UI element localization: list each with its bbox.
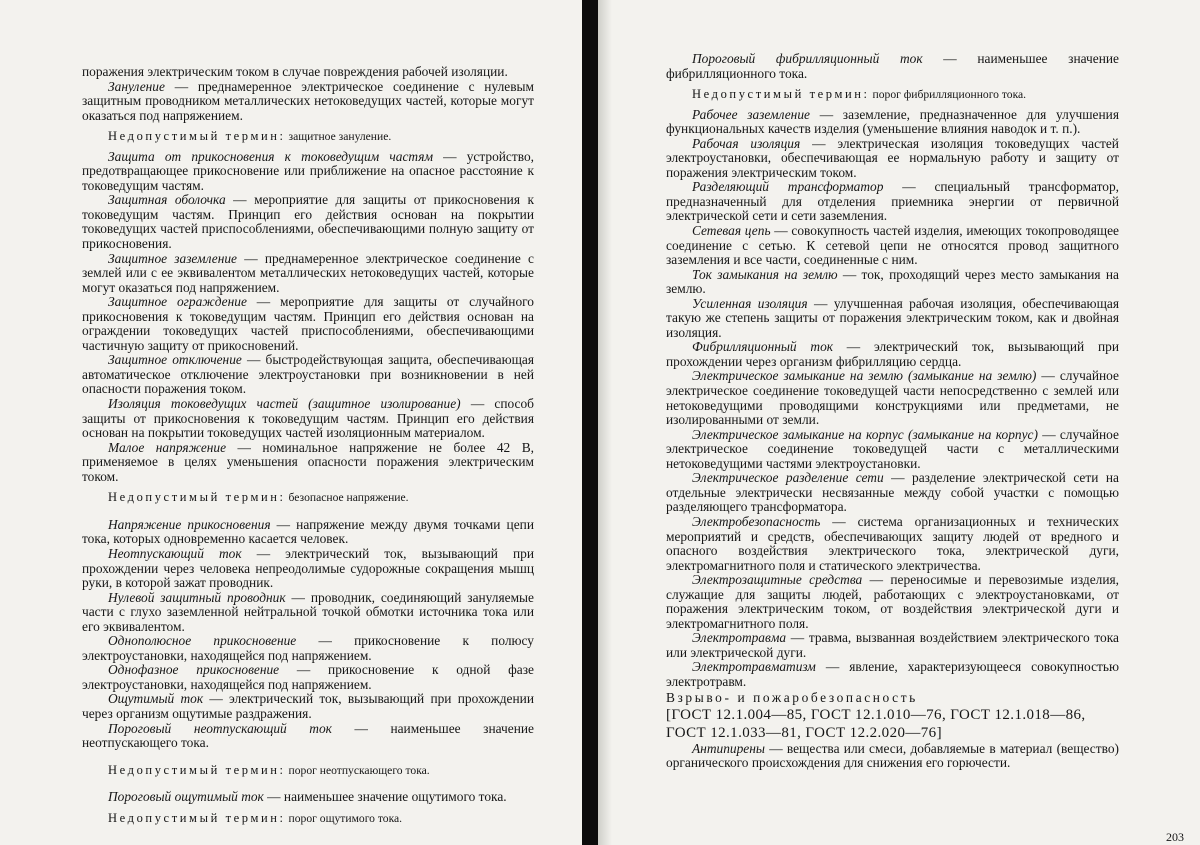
definition-text: — наименьшее значение неотпускающего тока.: [82, 720, 534, 751]
definition-paragraph: [666, 369, 1119, 427]
banned-term-note: [666, 87, 1119, 103]
definition-paragraph: [666, 108, 1119, 137]
definition-paragraph: [666, 297, 1119, 341]
page-number: 203: [1166, 830, 1184, 844]
definition-paragraph: [666, 224, 1119, 268]
definition-term: Однофазное прикосновение: [108, 662, 280, 678]
definition-term: Сетевая цепь: [692, 223, 771, 239]
definition-paragraph: [82, 518, 534, 547]
left-column: [82, 65, 534, 831]
definition-term: Антипирены: [692, 740, 765, 756]
definition-paragraph: [82, 193, 534, 251]
definition-text: поражения электрическим током в случае повреждения рабочей изоляции.: [82, 64, 508, 79]
definition-paragraph: [82, 692, 534, 721]
definition-term: Электротравматизм: [692, 659, 816, 675]
definition-term: Электрическое разделение сети: [692, 470, 884, 486]
definition-paragraph: [82, 397, 534, 441]
definition-text: — электрический ток, вызывающий при прохождении через организм ощутимые раздражения.: [82, 691, 534, 721]
definition-paragraph: [82, 547, 534, 591]
definition-text: — явление, характеризующееся совокупностью электротравм.: [666, 659, 1119, 689]
definition-text: — электрическая изоляция токоведущих частей электроустановки, обеспечивающая ее нормальную работу и защиту от поражения электрическим током.: [666, 135, 1119, 180]
banned-term-label: Недопустимый термин:: [108, 129, 286, 144]
definition-text: — прикосновение к полюсу электроустановки, находящейся под напряжением.: [82, 633, 534, 663]
definition-text: — улучшенная рабочая изоляция, обеспечивающая такую же степень защиты от поражения электрическим током, как и двойная изоляция.: [666, 295, 1119, 340]
definition-term: Рабочее заземление: [692, 106, 810, 122]
banned-term-note: [82, 763, 534, 779]
definition-text: — напряжение между двумя точками цепи тока, которых одновременно касается человек.: [82, 516, 534, 547]
banned-term-note: [82, 811, 534, 827]
right-definitions-after: [666, 742, 1119, 771]
definition-text: — травма, вызванная воздействием электрического тока или электрической дуги.: [666, 630, 1119, 660]
definition-term: Электрическое замыкание на корпус (замыкание на корпус): [692, 426, 1038, 442]
definition-text: — совокупность частей изделия, имеющих токопроводящее соединение с сетью. К сетевой цепи не относятся провод защитного заземления и все части, соединенные с ним.: [666, 223, 1119, 268]
definition-term: Напряжение прикосновения: [108, 516, 271, 532]
definition-text: — вещества или смеси, добавляемые в материал (вещество) органического происхождения для снижения его горючести.: [666, 740, 1119, 771]
definition-term: Защита от прикосновения к токоведущим частям: [108, 148, 433, 164]
definition-paragraph: [666, 52, 1119, 81]
definition-term: Ощутимый ток: [108, 691, 204, 707]
definition-paragraph: [666, 471, 1119, 515]
definition-text: — случайное электрическое соединение токоведущей части непосредственно с землей или нетоковедущими проводящими конструкциями или предметами, не изолированными от земли.: [666, 368, 1119, 428]
definition-text: — заземление, предназначенное для улучшения функциональных качеств изделия (уменьшение влияния наводок и т. п.).: [666, 106, 1119, 137]
definition-paragraph: [82, 663, 534, 692]
definition-text: — прикосновение к одной фазе электроустановки, находящейся под напряжением.: [82, 662, 534, 692]
right-definitions: [666, 52, 1119, 690]
definition-paragraph: [82, 441, 534, 485]
definition-paragraph: [82, 80, 534, 124]
definition-term: Изоляция токоведущих частей (защитное изолирование): [108, 396, 461, 412]
definition-paragraph: [666, 515, 1119, 573]
definition-text: — преднамеренное электрическое соединение с землей или с ее эквивалентом металлических нетоковедущих частей, которые могут оказаться под напряжением.: [82, 250, 534, 295]
banned-term-note: [82, 129, 534, 145]
definition-paragraph: [666, 660, 1119, 689]
definition-text: — наименьшее значение фибрилляционного тока.: [666, 51, 1119, 81]
definition-term: Электротравма: [692, 630, 787, 646]
right-column: [666, 52, 1119, 771]
definition-paragraph: [666, 137, 1119, 181]
banned-term-label: Недопустимый термин:: [108, 810, 286, 825]
definition-paragraph: [666, 180, 1119, 224]
definition-text: — устройство, предотвращающее прикосновение или приближение на опасное расстояние к токоведущим частям.: [82, 148, 534, 193]
definition-paragraph: [666, 340, 1119, 369]
definition-term: Нулевой защитный проводник: [108, 589, 286, 605]
definition-term: Защитное ограждение: [108, 294, 247, 310]
definition-term: Малое напряжение: [108, 439, 227, 455]
definition-paragraph: [82, 252, 534, 296]
banned-term-note: [82, 490, 534, 506]
definition-text: — быстродействующая защита, обеспечивающая автоматическое отключение электроустановки при возникновении в ней опасности поражения током.: [82, 352, 534, 397]
banned-term-label: Недопустимый термин:: [108, 490, 286, 505]
definition-text: — система организационных и технических мероприятий и средств, обеспечивающих защиту людей от вредного и опасного воздействия электрического тока, электрической дуги, электромагнитного поля и статического электричества.: [666, 513, 1119, 573]
banned-term-text: порог ощутимого тока.: [285, 811, 403, 825]
gost-references: [ГОСТ 12.1.004—85, ГОСТ 12.1.010—76, ГОСТ 12.1.018—86, ГОСТ 12.1.033—81, ГОСТ 12.2.020—76]: [666, 706, 1086, 741]
definition-text: — мероприятие для защиты от случайного прикосновения к токоведущим частям. Принцип его действия основан на ограждении токоведущих частей приспособлениями, обеспечивающими частичную защиту от прикосновений.: [82, 294, 534, 353]
definition-text: — случайное электрическое соединение токоведущей части с металлическими нетоковедущими частями электроустановки.: [666, 426, 1119, 471]
definition-paragraph: [666, 268, 1119, 297]
definition-term: Электробезопасность: [692, 513, 821, 529]
definition-paragraph: [82, 150, 534, 194]
definition-text: — электрический ток, вызывающий при прохождении через человека непреодолимые судорожные сокращения мышц руки, в которой зажат проводник.: [82, 545, 534, 591]
definition-paragraph: [666, 428, 1119, 472]
definition-text: — мероприятие для защиты от прикосновения к токоведущим частям. Принцип его действия основан на покрытии токоведущих частей приспособлениями, обеспечивающими полную защиту от прикосновения.: [82, 192, 534, 252]
right-page: [598, 0, 1200, 845]
definition-paragraph: [82, 591, 534, 635]
banned-term-text: порог фибрилляционного тока.: [869, 88, 1027, 102]
banned-term-text: порог неотпускающего тока.: [285, 763, 430, 777]
definition-text: — способ защиты от прикосновения к токоведущим частям. Принцип его действия основан на покрытии токоведущих частей изоляционным материалом.: [82, 396, 534, 441]
left-page: [0, 0, 582, 845]
banned-term-text: защитное зануление.: [285, 130, 392, 144]
definition-term: Защитное заземление: [108, 250, 237, 266]
definition-term: Пороговый фибрилляционный ток: [692, 51, 923, 66]
definition-term: Защитная оболочка: [108, 192, 226, 208]
definition-term: Зануление: [108, 78, 165, 94]
definition-term: Рабочая изоляция: [692, 135, 801, 151]
definition-text: — электрический ток, вызывающий при прохождении через организм фибрилляцию сердца.: [666, 339, 1119, 369]
definition-term: Электрическое замыкание на землю (замыкание на землю): [692, 368, 1037, 384]
definition-term: Пороговый неотпускающий ток: [108, 720, 332, 736]
definition-term: Фибрилляционный ток: [692, 339, 834, 355]
definition-term: Защитное отключение: [108, 352, 242, 368]
definition-paragraph: [82, 722, 534, 751]
definition-text: — ток, проходящий через место замыкания на землю.: [666, 266, 1119, 297]
continuation-paragraph: [82, 65, 534, 80]
definition-term: Электрозащитные средства: [692, 572, 863, 588]
definition-paragraph: [82, 634, 534, 663]
definition-paragraph: [666, 742, 1119, 771]
definition-term: Неотпускающий ток: [108, 545, 242, 561]
definition-text: — преднамеренное электрическое соединение с нулевым защитным проводником металлических нетоковедущих частей, которые могут оказаться под напряжением.: [82, 78, 534, 123]
definition-paragraph: [666, 631, 1119, 660]
definition-term: Усиленная изоляция: [692, 295, 808, 311]
banned-term-text: безопасное напряжение.: [285, 491, 409, 505]
definition-paragraph: [82, 353, 534, 397]
definition-paragraph: [82, 295, 534, 353]
definition-text: — специальный трансформатор, предназначенный для отделения приемника энергии от первичной электрической сети и сети заземления.: [666, 179, 1119, 224]
definition-term: Ток замыкания на землю: [692, 266, 838, 282]
definition-term: Пороговый ощутимый ток: [108, 789, 264, 805]
definition-term: Однополюсное прикосновение: [108, 633, 297, 649]
definition-text: — наименьшее значение ощутимого тока.: [263, 789, 507, 805]
definition-text: — проводник, соединяющий зануляемые части с глухо заземленной нейтральной точкой обмотки источника тока или его эквивалентом.: [82, 589, 534, 634]
banned-term-label: Недопустимый термин:: [108, 762, 286, 777]
banned-term-label: Недопустимый термин:: [692, 87, 870, 102]
definition-paragraph: [666, 573, 1119, 631]
definition-text: — разделение электрической сети на отдельные электрически несвязанные между собой участки с помощью разделяющего трансформатора.: [666, 470, 1119, 515]
definition-text: — переносимые и перевозимые изделия, служащие для защиты людей, работающих с электроустановками, от поражения электрическим током, от воздействия электрической дуги и электромагнитного поля.: [666, 572, 1119, 631]
definition-paragraph: [82, 790, 534, 805]
definition-text: — номинальное напряжение не более 42 В, применяемое в целях уменьшения опасности поражения электрическим током.: [82, 439, 535, 484]
section-title: Взрыво- и пожаробезопасность: [666, 689, 918, 705]
definition-term: Разделяющий трансформатор: [692, 179, 884, 195]
